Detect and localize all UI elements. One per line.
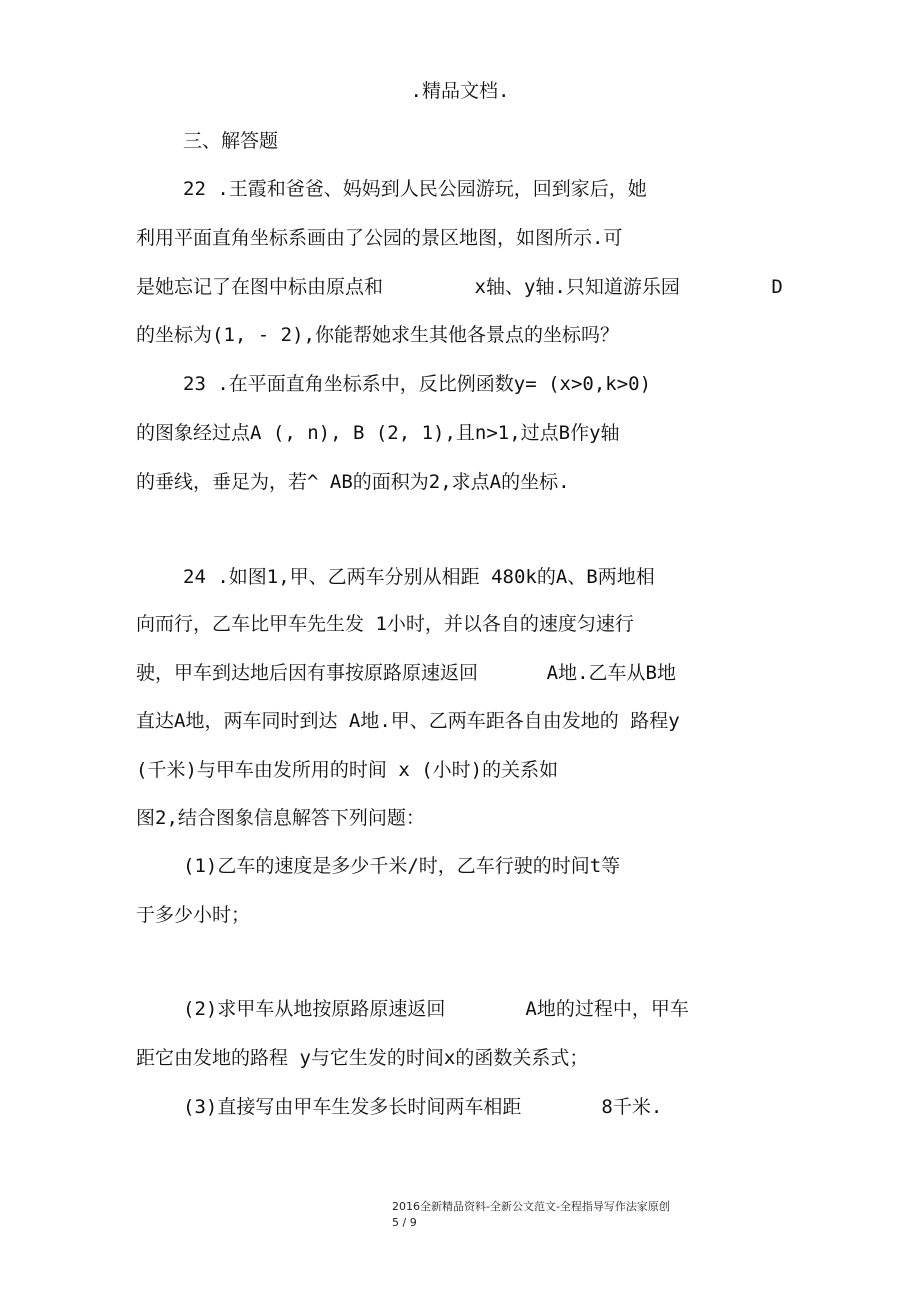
q22-line-3: 是她忘记了在图中标由原点和 x轴、y轴.只知道游乐园 D: [136, 276, 783, 298]
q22-line-2: 利用平面直角坐标系画由了公园的景区地图，如图所示.可: [136, 227, 623, 249]
q24-line-6: 图2,结合图象信息解答下列问题：: [136, 807, 425, 829]
q24-line-3: 驶，甲车到达地后因有事按原路原速返回 A地.乙车从B地: [136, 662, 676, 684]
q23-line-2: 的图象经过点A (, n), B (2, 1),且n>1,过点B作y轴: [136, 422, 620, 444]
section-title: 三、解答题: [183, 130, 279, 152]
q23-line-3: 的垂线，垂足为，若^ AB的面积为2,求点A的坐标.: [136, 471, 570, 493]
q24-part-1-line-2: 于多少小时；: [136, 904, 251, 926]
page-header: .精品文档.: [410, 80, 510, 102]
q24-line-4: 直达A地，两车同时到达 A地.甲、乙两车距各自由发地的 路程y: [136, 710, 680, 732]
footer-note: 2016全新精品资料-全新公文范文-全程指导写作法家原创: [392, 1200, 670, 1213]
q23-line-1: 23 .在平面直角坐标系中，反比例函数y= (x>0,k>0): [183, 373, 652, 395]
q24-part-2-line-1: (2)求甲车从地按原路原速返回 A地的过程中，甲车: [183, 998, 689, 1020]
q24-line-2: 向而行，乙车比甲车先生发 1小时，并以各自的速度匀速行: [136, 613, 634, 635]
q24-part-2-line-2: 距它由发地的路程 y与它生发的时间x的函数关系式；: [136, 1047, 589, 1069]
q24-part-1-line-1: (1)乙车的速度是多少千米/时，乙车行驶的时间t等: [183, 855, 621, 877]
q22-line-4: 的坐标为(1, - 2),你能帮她求生其他各景点的坐标吗？: [136, 324, 619, 346]
page-number: 5 / 9: [392, 1216, 417, 1229]
q24-part-3: (3)直接写由甲车生发多长时间两车相距 8千米.: [183, 1096, 663, 1118]
q22-line-1: 22 .王霞和爸爸、妈妈到人民公园游玩，回到家后，她: [183, 178, 647, 200]
q24-line-1: 24 .如图1,甲、乙两车分别从相距 480k的A、B两地相: [183, 566, 655, 588]
q24-line-5: (千米)与甲车由发所用的时间 x (小时)的关系如: [136, 759, 559, 781]
